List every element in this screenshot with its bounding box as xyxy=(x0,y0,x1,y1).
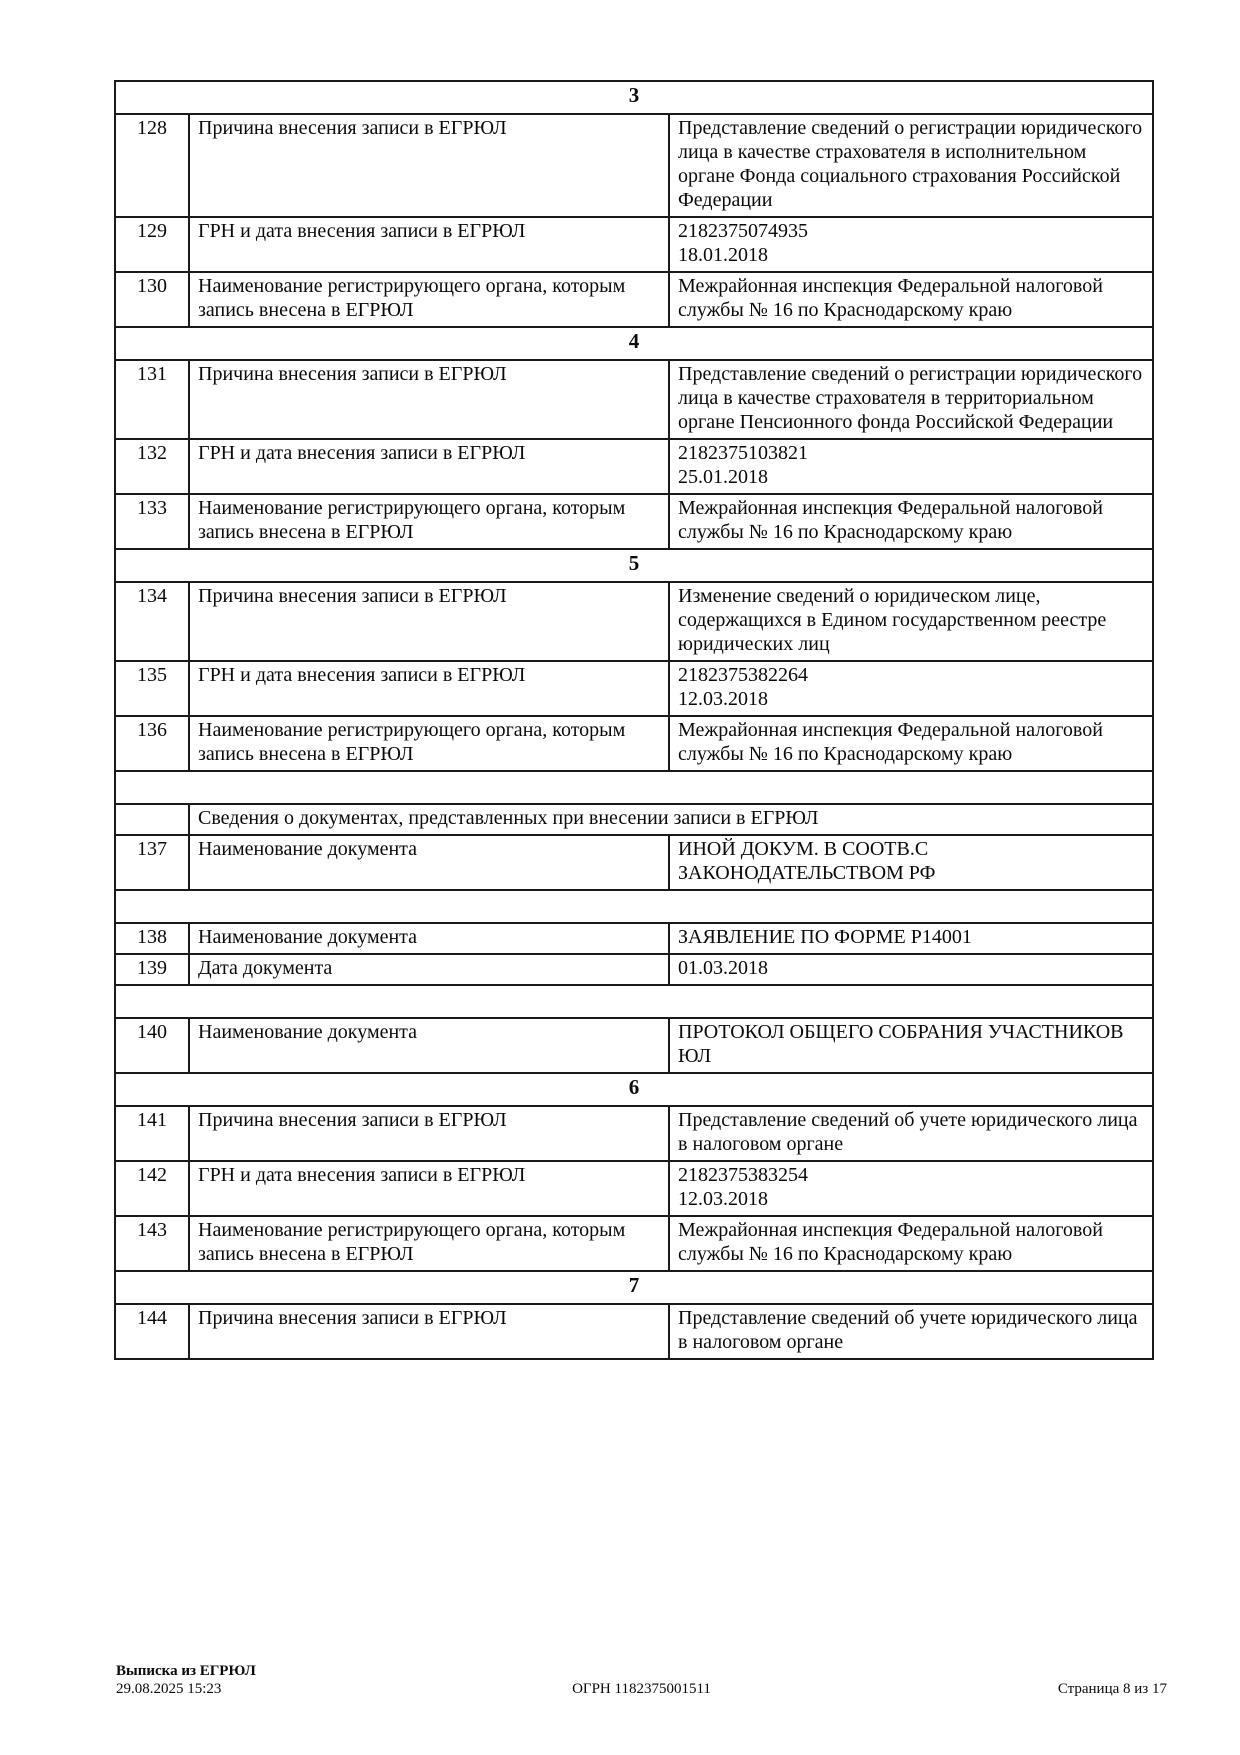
value-line: 12.03.2018 xyxy=(678,688,768,710)
value-line: 25.01.2018 xyxy=(678,466,768,488)
attribute-value-cell: Межрайонная инспекция Федеральной налоговой службы № 16 по Краснодарскому краю xyxy=(669,272,1153,327)
value-line: 2182375103821 xyxy=(678,442,808,464)
spacer-cell xyxy=(115,890,1153,923)
row-number-cell: 137 xyxy=(115,835,189,890)
subheader-cell: Сведения о документах, представленных при внесении записи в ЕГРЮЛ xyxy=(189,804,1153,835)
attribute-name-cell: Дата документа xyxy=(189,954,669,985)
attribute-value-cell xyxy=(669,1161,1153,1216)
attribute-value-cell: ЗАЯВЛЕНИЕ ПО ФОРМЕ Р14001 xyxy=(669,923,1153,954)
attribute-name-cell: Наименование регистрирующего органа, которым запись внесена в ЕГРЮЛ xyxy=(189,494,669,549)
table-row xyxy=(115,582,1153,661)
table-row xyxy=(115,1161,1153,1216)
row-number-cell: 128 xyxy=(115,114,189,217)
row-number-cell: 144 xyxy=(115,1304,189,1359)
spacer-row xyxy=(115,890,1153,923)
table-row xyxy=(115,923,1153,954)
value-line: 2182375383254 xyxy=(678,1164,808,1186)
value-line: 2182375382264 xyxy=(678,664,808,686)
table-row xyxy=(115,954,1153,985)
attribute-name-cell: ГРН и дата внесения записи в ЕГРЮЛ xyxy=(189,439,669,494)
attribute-value-cell: Представление сведений о регистрации юридического лица в качестве страхователя в исполнительном органе Фонда социального страхования Российской Федерации xyxy=(669,114,1153,217)
value-line: 12.03.2018 xyxy=(678,1188,768,1210)
attribute-value-cell: Межрайонная инспекция Федеральной налоговой службы № 16 по Краснодарскому краю xyxy=(669,716,1153,771)
table-row xyxy=(115,439,1153,494)
attribute-name-cell: Причина внесения записи в ЕГРЮЛ xyxy=(189,114,669,217)
table-row xyxy=(115,360,1153,439)
table-row xyxy=(115,1106,1153,1161)
egrul-records-table xyxy=(114,80,1154,1360)
table-row xyxy=(115,272,1153,327)
row-number-cell: 133 xyxy=(115,494,189,549)
row-number-cell: 136 xyxy=(115,716,189,771)
attribute-name-cell: Наименование документа xyxy=(189,923,669,954)
attribute-value-cell: Межрайонная инспекция Федеральной налоговой службы № 16 по Краснодарскому краю xyxy=(669,494,1153,549)
egrul-table-body xyxy=(115,81,1153,1359)
attribute-value-cell: Изменение сведений о юридическом лице, содержащихся в Едином государственном реестре юридических лиц xyxy=(669,582,1153,661)
attribute-name-cell: ГРН и дата внесения записи в ЕГРЮЛ xyxy=(189,661,669,716)
attribute-name-cell: Причина внесения записи в ЕГРЮЛ xyxy=(189,360,669,439)
attribute-value-cell: Межрайонная инспекция Федеральной налоговой службы № 16 по Краснодарскому краю xyxy=(669,1216,1153,1271)
table-row xyxy=(115,1304,1153,1359)
attribute-value-cell: 01.03.2018 xyxy=(669,954,1153,985)
attribute-value-cell xyxy=(669,661,1153,716)
row-number-cell: 141 xyxy=(115,1106,189,1161)
row-number-cell: 143 xyxy=(115,1216,189,1271)
section-header-row xyxy=(115,1271,1153,1304)
attribute-name-cell: Причина внесения записи в ЕГРЮЛ xyxy=(189,1304,669,1359)
attribute-value-cell xyxy=(669,439,1153,494)
attribute-name-cell: Причина внесения записи в ЕГРЮЛ xyxy=(189,1106,669,1161)
attribute-name-cell: Наименование регистрирующего органа, которым запись внесена в ЕГРЮЛ xyxy=(189,1216,669,1271)
attribute-value-cell: ИНОЙ ДОКУМ. В СООТВ.С ЗАКОНОДАТЕЛЬСТВОМ РФ xyxy=(669,835,1153,890)
section-header-row xyxy=(115,549,1153,582)
attribute-name-cell: Наименование документа xyxy=(189,1018,669,1073)
row-number-cell xyxy=(115,804,189,835)
value-line: 18.01.2018 xyxy=(678,244,768,266)
section-header-row xyxy=(115,1073,1153,1106)
section-header-row xyxy=(115,81,1153,114)
spacer-cell xyxy=(115,985,1153,1018)
footer-left-block xyxy=(116,1662,466,1698)
table-row xyxy=(115,716,1153,771)
row-number-cell: 134 xyxy=(115,582,189,661)
attribute-value-cell: Представление сведений об учете юридического лица в налоговом органе xyxy=(669,1304,1153,1359)
section-number-cell: 3 xyxy=(115,81,1153,114)
section-number-cell: 5 xyxy=(115,549,1153,582)
attribute-name-cell: Причина внесения записи в ЕГРЮЛ xyxy=(189,582,669,661)
table-row xyxy=(115,114,1153,217)
table-row xyxy=(115,217,1153,272)
row-number-cell: 132 xyxy=(115,439,189,494)
row-number-cell: 142 xyxy=(115,1161,189,1216)
footer-datetime: 29.08.2025 15:23 xyxy=(116,1681,222,1697)
footer-ogrn: ОГРН 1182375001511 xyxy=(572,1681,711,1697)
attribute-name-cell: ГРН и дата внесения записи в ЕГРЮЛ xyxy=(189,217,669,272)
spacer-row xyxy=(115,771,1153,804)
table-row xyxy=(115,835,1153,890)
table-row xyxy=(115,661,1153,716)
table-row xyxy=(115,494,1153,549)
row-number-cell: 140 xyxy=(115,1018,189,1073)
footer-page-number: Страница 8 из 17 xyxy=(1057,1681,1167,1697)
attribute-name-cell: Наименование регистрирующего органа, которым запись внесена в ЕГРЮЛ xyxy=(189,272,669,327)
spacer-row xyxy=(115,985,1153,1018)
table-row xyxy=(115,1018,1153,1073)
attribute-name-cell: Наименование документа xyxy=(189,835,669,890)
value-line: 2182375074935 xyxy=(678,220,808,242)
row-number-cell: 139 xyxy=(115,954,189,985)
attribute-name-cell: ГРН и дата внесения записи в ЕГРЮЛ xyxy=(189,1161,669,1216)
row-number-cell: 135 xyxy=(115,661,189,716)
row-number-cell: 129 xyxy=(115,217,189,272)
spacer-cell xyxy=(115,771,1153,804)
subheader-row xyxy=(115,804,1153,835)
section-number-cell: 6 xyxy=(115,1073,1153,1106)
attribute-value-cell xyxy=(669,217,1153,272)
attribute-value-cell: ПРОТОКОЛ ОБЩЕГО СОБРАНИЯ УЧАСТНИКОВ ЮЛ xyxy=(669,1018,1153,1073)
attribute-value-cell: Представление сведений об учете юридического лица в налоговом органе xyxy=(669,1106,1153,1161)
row-number-cell: 131 xyxy=(115,360,189,439)
row-number-cell: 130 xyxy=(115,272,189,327)
section-number-cell: 4 xyxy=(115,327,1153,360)
section-header-row xyxy=(115,327,1153,360)
attribute-value-cell: Представление сведений о регистрации юридического лица в качестве страхователя в территориальном органе Пенсионного фонда Российской Федерации xyxy=(669,360,1153,439)
row-number-cell: 138 xyxy=(115,923,189,954)
table-row xyxy=(115,1216,1153,1271)
section-number-cell: 7 xyxy=(115,1271,1153,1304)
footer-doc-title: Выписка из ЕГРЮЛ xyxy=(116,1663,256,1679)
attribute-name-cell: Наименование регистрирующего органа, которым запись внесена в ЕГРЮЛ xyxy=(189,716,669,771)
page-footer xyxy=(116,1662,1167,1698)
